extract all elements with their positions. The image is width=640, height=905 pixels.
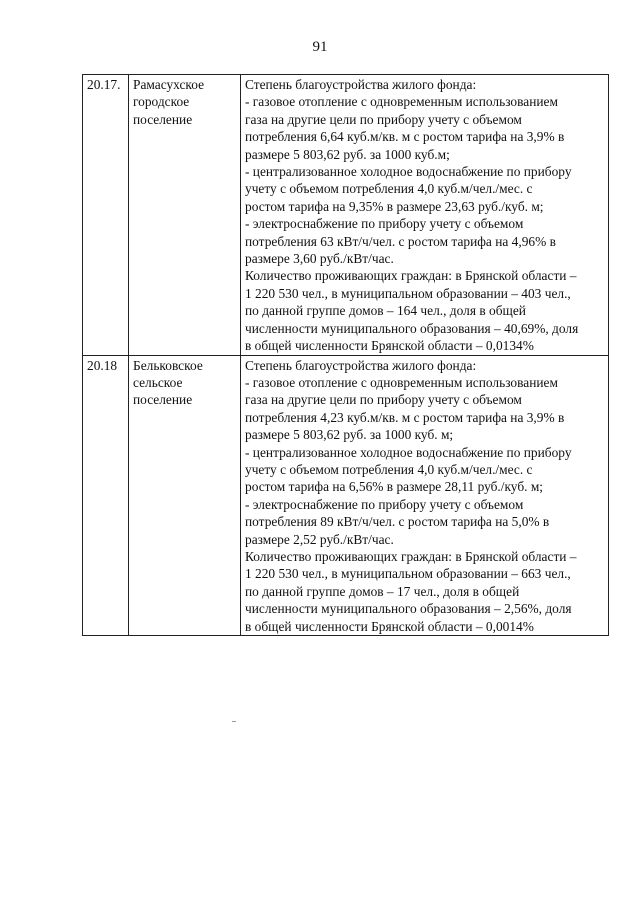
description-line: Степень благоустройства жилого фонда: (245, 77, 477, 92)
table-row (83, 75, 609, 356)
description-line: по данной группе домов – 164 чел., доля в общей (245, 303, 526, 319)
settlement-name (129, 355, 241, 636)
row-number: 20.17. (83, 75, 129, 356)
description-line: ростом тарифа на 6,56% в размере 28,11 руб./куб. м; (245, 479, 544, 495)
settlement-name-line: сельское (133, 374, 183, 390)
description-line: потребления 4,23 куб.м/кв. м с ростом тарифа на 3,9% в (245, 409, 565, 425)
settlement-description (241, 355, 609, 636)
description-line: - электроснабжение по прибору учету с объемом (245, 216, 524, 232)
description-line: Степень благоустройства жилого фонда: (245, 357, 477, 373)
description-line: 1 220 530 чел., в муниципальном образовании – 403 чел., (245, 285, 571, 301)
description-line: размере 5 803,62 руб. за 1000 куб. м; (245, 427, 454, 443)
settlement-description (241, 75, 609, 356)
description-line: Количество проживающих граждан: в Брянской области – (245, 548, 577, 564)
description-line: учету с объемом потребления 4,0 куб.м/чел./мес. с (245, 461, 533, 477)
description-line: - электроснабжение по прибору учету с объемом (245, 496, 524, 512)
description-line: - газовое отопление с одновременным использованием (245, 94, 558, 110)
settlement-name-line: Рамасухское (133, 77, 205, 92)
settlement-name (129, 75, 241, 356)
description-line: размере 5 803,62 руб. за 1000 куб.м; (245, 146, 450, 162)
description-line: в общей численности Брянской области – 0,0014% (245, 618, 534, 634)
description-line: - газовое отопление с одновременным использованием (245, 374, 558, 390)
scan-speck (232, 721, 236, 722)
description-line: потребления 89 кВт/ч/чел. с ростом тарифа на 5,0% в (245, 514, 550, 530)
description-line: размере 2,52 руб./кВт/час. (245, 531, 394, 547)
table-row (83, 355, 609, 636)
description-line: учету с объемом потребления 4,0 куб.м/чел./мес. с (245, 181, 533, 197)
description-line: ростом тарифа на 9,35% в размере 23,63 руб./куб. м; (245, 198, 544, 214)
description-line: Количество проживающих граждан: в Брянской области – (245, 268, 577, 284)
settlement-name-line: поселение (133, 392, 193, 408)
description-line: - централизованное холодное водоснабжение по прибору (245, 444, 572, 460)
description-line: потребления 6,64 куб.м/кв. м с ростом тарифа на 3,9% в (245, 129, 565, 145)
description-line: по данной группе домов – 17 чел., доля в общей (245, 583, 520, 599)
description-line: численности муниципального образования – 40,69%, доля (245, 320, 579, 336)
description-line: газа на другие цели по прибору учету с объемом (245, 111, 522, 127)
description-line: численности муниципального образования – 2,56%, доля (245, 601, 572, 617)
description-line: - централизованное холодное водоснабжение по прибору (245, 164, 572, 180)
description-line: газа на другие цели по прибору учету с объемом (245, 392, 522, 408)
settlement-name-line: городское (133, 94, 190, 110)
settlement-name-line: Бельковское (133, 357, 203, 373)
settlement-name-line: поселение (133, 111, 193, 127)
description-line: размере 3,60 руб./кВт/час. (245, 251, 394, 267)
description-line: в общей численности Брянской области – 0,0134% (245, 338, 534, 354)
description-line: потребления 63 кВт/ч/чел. с ростом тарифа на 4,96% в (245, 233, 556, 249)
description-line: 1 220 530 чел., в муниципальном образовании – 663 чел., (245, 566, 571, 582)
page-number: 91 (312, 39, 328, 55)
tariff-table (82, 74, 609, 636)
row-number: 20.18 (83, 355, 129, 636)
